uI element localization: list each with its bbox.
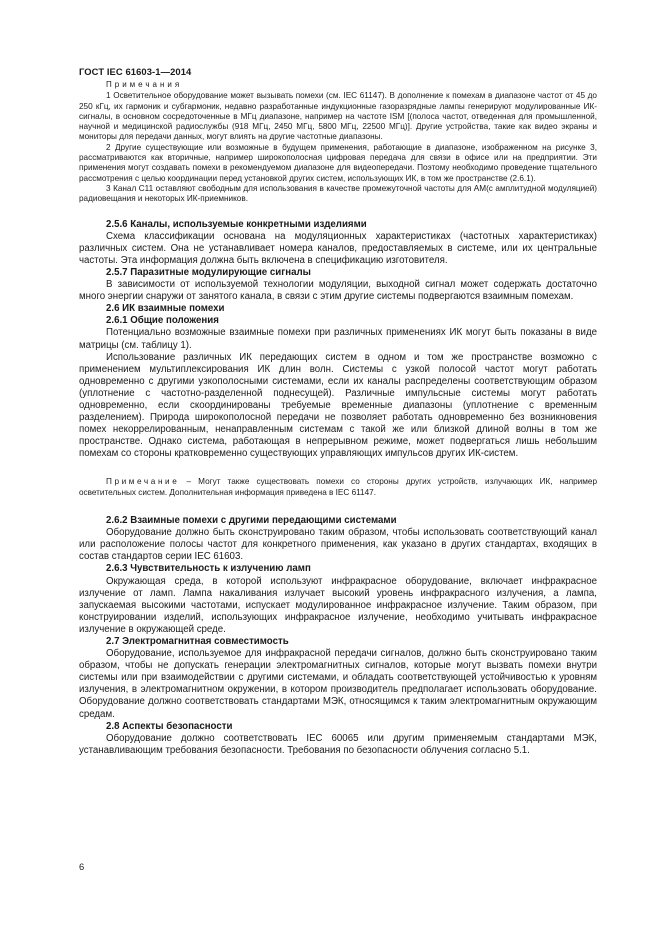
note-2: 2 Другие существующие или возможные в будущем применения, работающие в диапазоне, изображенном на рисунке 3, рассматриваются как вторичные, например широкополосная цифровая передача для связи в офисе или на предприятии. Эти применения могут создавать помехи в рекомендуемом диапазоне для видеопередачи. Поэтому необходимо проведение тщательного рассмотрения с целью координации перед установкой других систем, использующих ИК, в том же пространстве (2.6.1). [79, 142, 597, 183]
notes-title: Примечания [106, 80, 183, 89]
paragraph-2-7: Оборудование, используемое для инфракрасной передачи сигналов, должно быть сконструировано таким образом, чтобы не допускать генерации электромагнитных сигналов, которые могут вызвать помехи внутри системы или при взаимодействии с другими системами, и обладать соответствующей устойчивостью к уровням излучения, в электромагнитном окружении, в котором производитель предполагает использовать оборудование. Оборудование должно соответствовать стандартами МЭК, относящимся к таким электромагнитным окружающим средам. [79, 648, 597, 720]
heading-2-5-6: 2.5.6 Каналы, используемые конкретными изделиями [106, 218, 367, 230]
note-3: 3 Канал С11 оставляют свободным для использования в качестве промежуточной частоты для АМ(с амплитудной модуляцией) радиовещания и некоторых ИК-приемников. [79, 183, 597, 204]
heading-2-6-3: 2.6.3 Чувствительность к излучению ламп [106, 563, 311, 575]
document-header: ГОСТ IEC 61603-1—2014 [79, 66, 192, 77]
paragraph-2-6-3: Окружающая среда, в которой используют инфракрасное оборудование, включает инфракрасное излучение от ламп. Лампа накаливания излучает высокий уровень инфракрасного излучения, а лампа, запускаемая высокими частотами, испускает модулированное инфракрасное излучение. Таким образом, при конструировании изделий, использующих инфракрасное излучение, необходимо учитывать инфракрасное излучение в окружающей среде. [79, 575, 597, 635]
heading-2-8: 2.8 Аспекты безопасности [106, 720, 233, 732]
note-2-6-1 [79, 477, 597, 498]
page-content [79, 80, 597, 757]
heading-2-6-1: 2.6.1 Общие положения [106, 315, 219, 327]
paragraph-2-6-1-a: Потенциально возможные взаимные помехи при различных применениях ИК могут быть показаны в виде матрицы (см. таблицу 1). [79, 327, 597, 351]
page-number: 6 [79, 861, 85, 872]
heading-2-6: 2.6 ИК взаимные помехи [106, 303, 225, 315]
note-1: 1 Осветительное оборудование может вызывать помехи (см. IEC 61147). В дополнение к помехам в диапазоне частот от 45 до 250 кГц, их гармоник и субгармоник, недавно разработанные индукционные газоразрядные лампы генерируют модулированные ИК-сигналы, в основном сосредоточенные в МГц диапазоне, например на частоте ISM [(полоса частот, отведенная для промышленной, научной и медицинской радиослужбы (918 МГц, 2450 МГц, 5800 МГц, 22500 МГц)]. Другие устройства, такие как видео экраны и мониторы для передачи данных, могут влиять на другие частотные диапазоны. [79, 91, 597, 142]
paragraph-2-8: Оборудование должно соответствовать IEC 60065 или другим применяемым стандартами МЭК, устанавливающим требования безопасности. Требования по безопасности облучения согласно 5.1. [79, 732, 597, 756]
paragraph-2-6-2: Оборудование должно быть сконструировано таким образом, чтобы использовать соответствующий канал или расположение полосы частот для конкретного применения, как указано в других стандартах, входящих в состав стандартов серии IEC 61603. [79, 527, 597, 563]
notes-block [79, 80, 597, 205]
note-text: – Могут также существовать помехи со стороны других устройств, излучающих ИК, например осветительных систем. Дополнительная информация приведена в IEC 61147. [79, 477, 597, 497]
heading-2-7: 2.7 Электромагнитная совместимость [106, 635, 289, 647]
paragraph-2-5-7: В зависимости от используемой технологии модуляции, выходной сигнал может содержать достаточно много энергии снаружи от занятого канала, в связи с этим другие системы подвергаются взаимным помехам. [79, 279, 597, 303]
paragraph-2-5-6: Схема классификации основана на модуляционных характеристиках (частотных характеристиках) различных систем. Она не устанавливает номера каналов, предоставляемых в системе, или их центральные частоты. Эта информация должна быть включена в спецификацию изготовителя. [79, 230, 597, 266]
heading-2-6-2: 2.6.2 Взаимные помехи с другими передающими системами [106, 515, 397, 527]
heading-2-5-7: 2.5.7 Паразитные модулирующие сигналы [106, 266, 311, 278]
note-label: Примечание [106, 477, 180, 487]
paragraph-2-6-1-b: Использование различных ИК передающих систем в одном и том же пространстве возможно с применением мультиплексирования ИК длин волн. Системы с узкой полосой частот могут работать одновременно с другими узкополосными системами, если их каналы распределены соответствующим образом (уплотнение с частотно-разделенной поднесущей). Различные импульсные системы могут работать одновременно, если скоординированы требуемые временные диапазоны (уплотнение с временным разделением). Природа широкополосной передачи не позволяет работать одновременно без возникновения помех некоррелированным, ненаправленным системам с такой же или близкой длиной волны в том же пространстве. Однако система, работающая в непрерывном режиме, может подвергаться лишь небольшим помехам со стороны кратковременно существующих управляющих импульсов других ИК-систем. [79, 351, 597, 460]
